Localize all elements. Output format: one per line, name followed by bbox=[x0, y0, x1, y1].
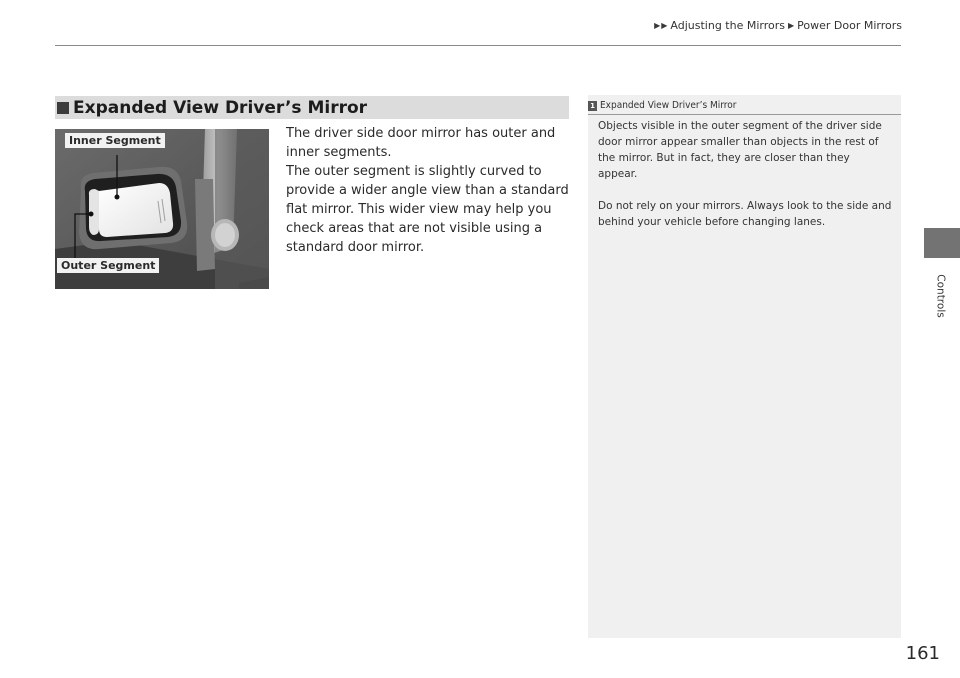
breadcrumb-item[interactable]: Adjusting the Mirrors bbox=[670, 19, 785, 32]
note-paragraph: Objects visible in the outer segment of the driver side door mirror appear smaller than objects in the rest of the mirror. But in fact, they are closer than they appear. bbox=[598, 120, 882, 180]
double-arrow-icon: ▶ ▶ bbox=[654, 21, 668, 30]
arrow-icon: ▶ bbox=[788, 21, 795, 30]
breadcrumb bbox=[654, 19, 902, 32]
body-paragraph: The driver side door mirror has outer and inner segments. bbox=[286, 126, 556, 160]
note-marker-icon: 1 bbox=[588, 101, 597, 111]
chapter-tab-label: Controls bbox=[935, 274, 947, 318]
note-body bbox=[598, 118, 892, 246]
note-title: Expanded View Driver’s Mirror bbox=[600, 100, 737, 111]
outer-segment-label: Outer Segment bbox=[57, 258, 159, 273]
body-text bbox=[286, 124, 570, 257]
body-paragraph: The outer segment is slightly curved to provide a wider angle view than a standard flat mirror. This wider view may help you check areas that are not visible using a standard door mirror. bbox=[286, 164, 569, 255]
section-title: Expanded View Driver’s Mirror bbox=[73, 97, 368, 118]
page-number: 161 bbox=[905, 643, 940, 664]
note-heading bbox=[588, 97, 901, 115]
section-heading bbox=[55, 96, 569, 119]
square-bullet-icon bbox=[57, 102, 69, 114]
header-divider bbox=[55, 45, 901, 46]
breadcrumb-item[interactable]: Power Door Mirrors bbox=[797, 19, 902, 32]
chapter-tab[interactable] bbox=[929, 266, 953, 326]
note-paragraph: Do not rely on your mirrors. Always look to the side and behind your vehicle before changing lanes. bbox=[598, 200, 892, 228]
inner-segment-label: Inner Segment bbox=[65, 133, 165, 148]
mirror-illustration bbox=[55, 129, 269, 289]
chapter-tab-marker bbox=[924, 228, 960, 258]
